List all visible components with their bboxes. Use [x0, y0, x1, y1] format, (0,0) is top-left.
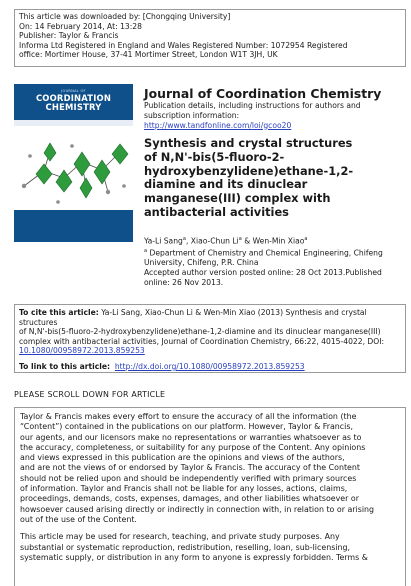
- title-line: diamine and its dinuclear: [144, 177, 308, 192]
- title-line: Synthesis and crystal structures: [144, 136, 353, 150]
- title-line: manganese(III) complex with: [144, 191, 331, 206]
- download-info-box: [14, 9, 406, 67]
- author-name: Xiao-Chun Li: [190, 236, 239, 246]
- affiliation-block: [144, 247, 394, 288]
- affil-mark: a: [144, 248, 148, 254]
- affiliation-line: University, Chifeng, P.R. China: [144, 258, 259, 268]
- office-line: office: Mortimer House, 37-41 Mortimer Street, London W1T 3JH, UK: [19, 50, 278, 60]
- article-title: [144, 137, 396, 220]
- cover-title-line2: CHEMISTRY: [45, 101, 102, 112]
- registration-line: Informa Ltd Registered in England and Wales Registered Number: 1072954 Registered: [19, 40, 348, 50]
- author-affil-mark: a: [304, 236, 308, 242]
- cover-journal-small: JOURNAL OF: [61, 89, 86, 93]
- cite-line: of N,N'-bis(5-fluoro-2-hydroxybenzylidene)ethane-1,2-diamine and its dinuclear manganese(III): [19, 327, 381, 337]
- published-line: online: 26 Nov 2013.: [144, 277, 224, 287]
- journal-link[interactable]: http://www.tandfonline.com/loi/gcoo20: [144, 120, 292, 130]
- disclaimer-paragraph: Taylor & Francis makes every effort to ensure the accuracy of all the information (the “Content”) contained in the publications on our platform. However, Taylor & Francis, our agents, and our licensors make no representations or warranties whatsoever as to the accuracy, completeness, or suitability for any purpose of the Content. Any opinions and views expressed in this publication are the opinions and views of the authors, and are not the views of or endorsed by Taylor & Francis. The accuracy of the Content should not be relied upon and should be independently verified with primary sources of information. Taylor and Francis shall not be liable for any losses, actions, claims, proceedings, demands, costs, expenses, damages, and other liabilities whatsoever or howsoever caused arising directly or indirectly in connection with, in relation to or arising out of the use of the Content.: [20, 412, 375, 524]
- cover-footer: [14, 210, 133, 242]
- details-line1: Publication details, including instructions for authors and: [144, 101, 361, 110]
- cover-title: [14, 94, 133, 111]
- article-url-link[interactable]: http://dx.doi.org/10.1080/00958972.2013.859253: [114, 361, 305, 371]
- doi-link[interactable]: 10.1080/00958972.2013.859253: [19, 346, 145, 356]
- author-list: [144, 236, 307, 246]
- author-affil-mark: a: [238, 236, 242, 242]
- author-separator: ,: [185, 236, 191, 246]
- publisher-line: Publisher: Taylor & Francis: [19, 31, 119, 41]
- link-label: To link to this article:: [19, 361, 111, 371]
- affiliation-line: $^a$ Department of Chemistry and Chemical Engineering, Chifeng: [144, 248, 383, 258]
- accepted-line: Accepted author version posted online: 28 Oct 2013.Published: [144, 268, 382, 278]
- disclaimer-box: [14, 407, 406, 586]
- download-line: This article was downloaded by: [Chongqing University]: [19, 12, 231, 21]
- journal-cover-image: [14, 84, 133, 242]
- cite-label: To cite this article:: [19, 308, 99, 317]
- terms-paragraph: This article may be used for research, teaching, and private study purposes. Any substantial or systematic reproduction, redistribution, reselling, loan, sub-licensing, systematic supply, or distribution in any form to anyone is expressly forbidden. Terms &: [20, 532, 368, 562]
- scroll-notice: PLEASE SCROLL DOWN FOR ARTICLE: [14, 390, 166, 399]
- details-line2: subscription information:: [144, 110, 240, 120]
- author-name: Ya-Li Sang: [144, 236, 183, 246]
- publication-details: [144, 101, 394, 130]
- citation-box: [14, 304, 406, 373]
- link-line: [19, 362, 401, 372]
- cite-line: To cite this article: Ya-Li Sang, Xiao-Chun Li & Wen-Min Xiao (2013) Synthesis and crystal structures: [19, 308, 367, 327]
- cover-molecule-art: [14, 126, 133, 210]
- cite-line: complex with antibacterial activities, Journal of Coordination Chemistry, 66:22, 4015-4022, DOI:: [19, 336, 385, 346]
- journal-title: Journal of Coordination Chemistry: [144, 86, 382, 101]
- title-line: hydroxybenzylidene)ethane-1,2-: [144, 163, 354, 178]
- download-date: On: 14 February 2014, At: 13:28: [19, 21, 142, 31]
- cover-title-line1: COORDINATION: [35, 93, 112, 103]
- title-line: antibacterial activities: [144, 204, 289, 219]
- molecule-icon: [14, 126, 133, 210]
- author-affil-mark: a: [182, 236, 186, 242]
- cover-header: [14, 84, 133, 120]
- title-line: of N,N'-bis(5-fluoro-2-: [144, 149, 285, 164]
- author-name: & Wen-Min Xiao: [244, 236, 305, 246]
